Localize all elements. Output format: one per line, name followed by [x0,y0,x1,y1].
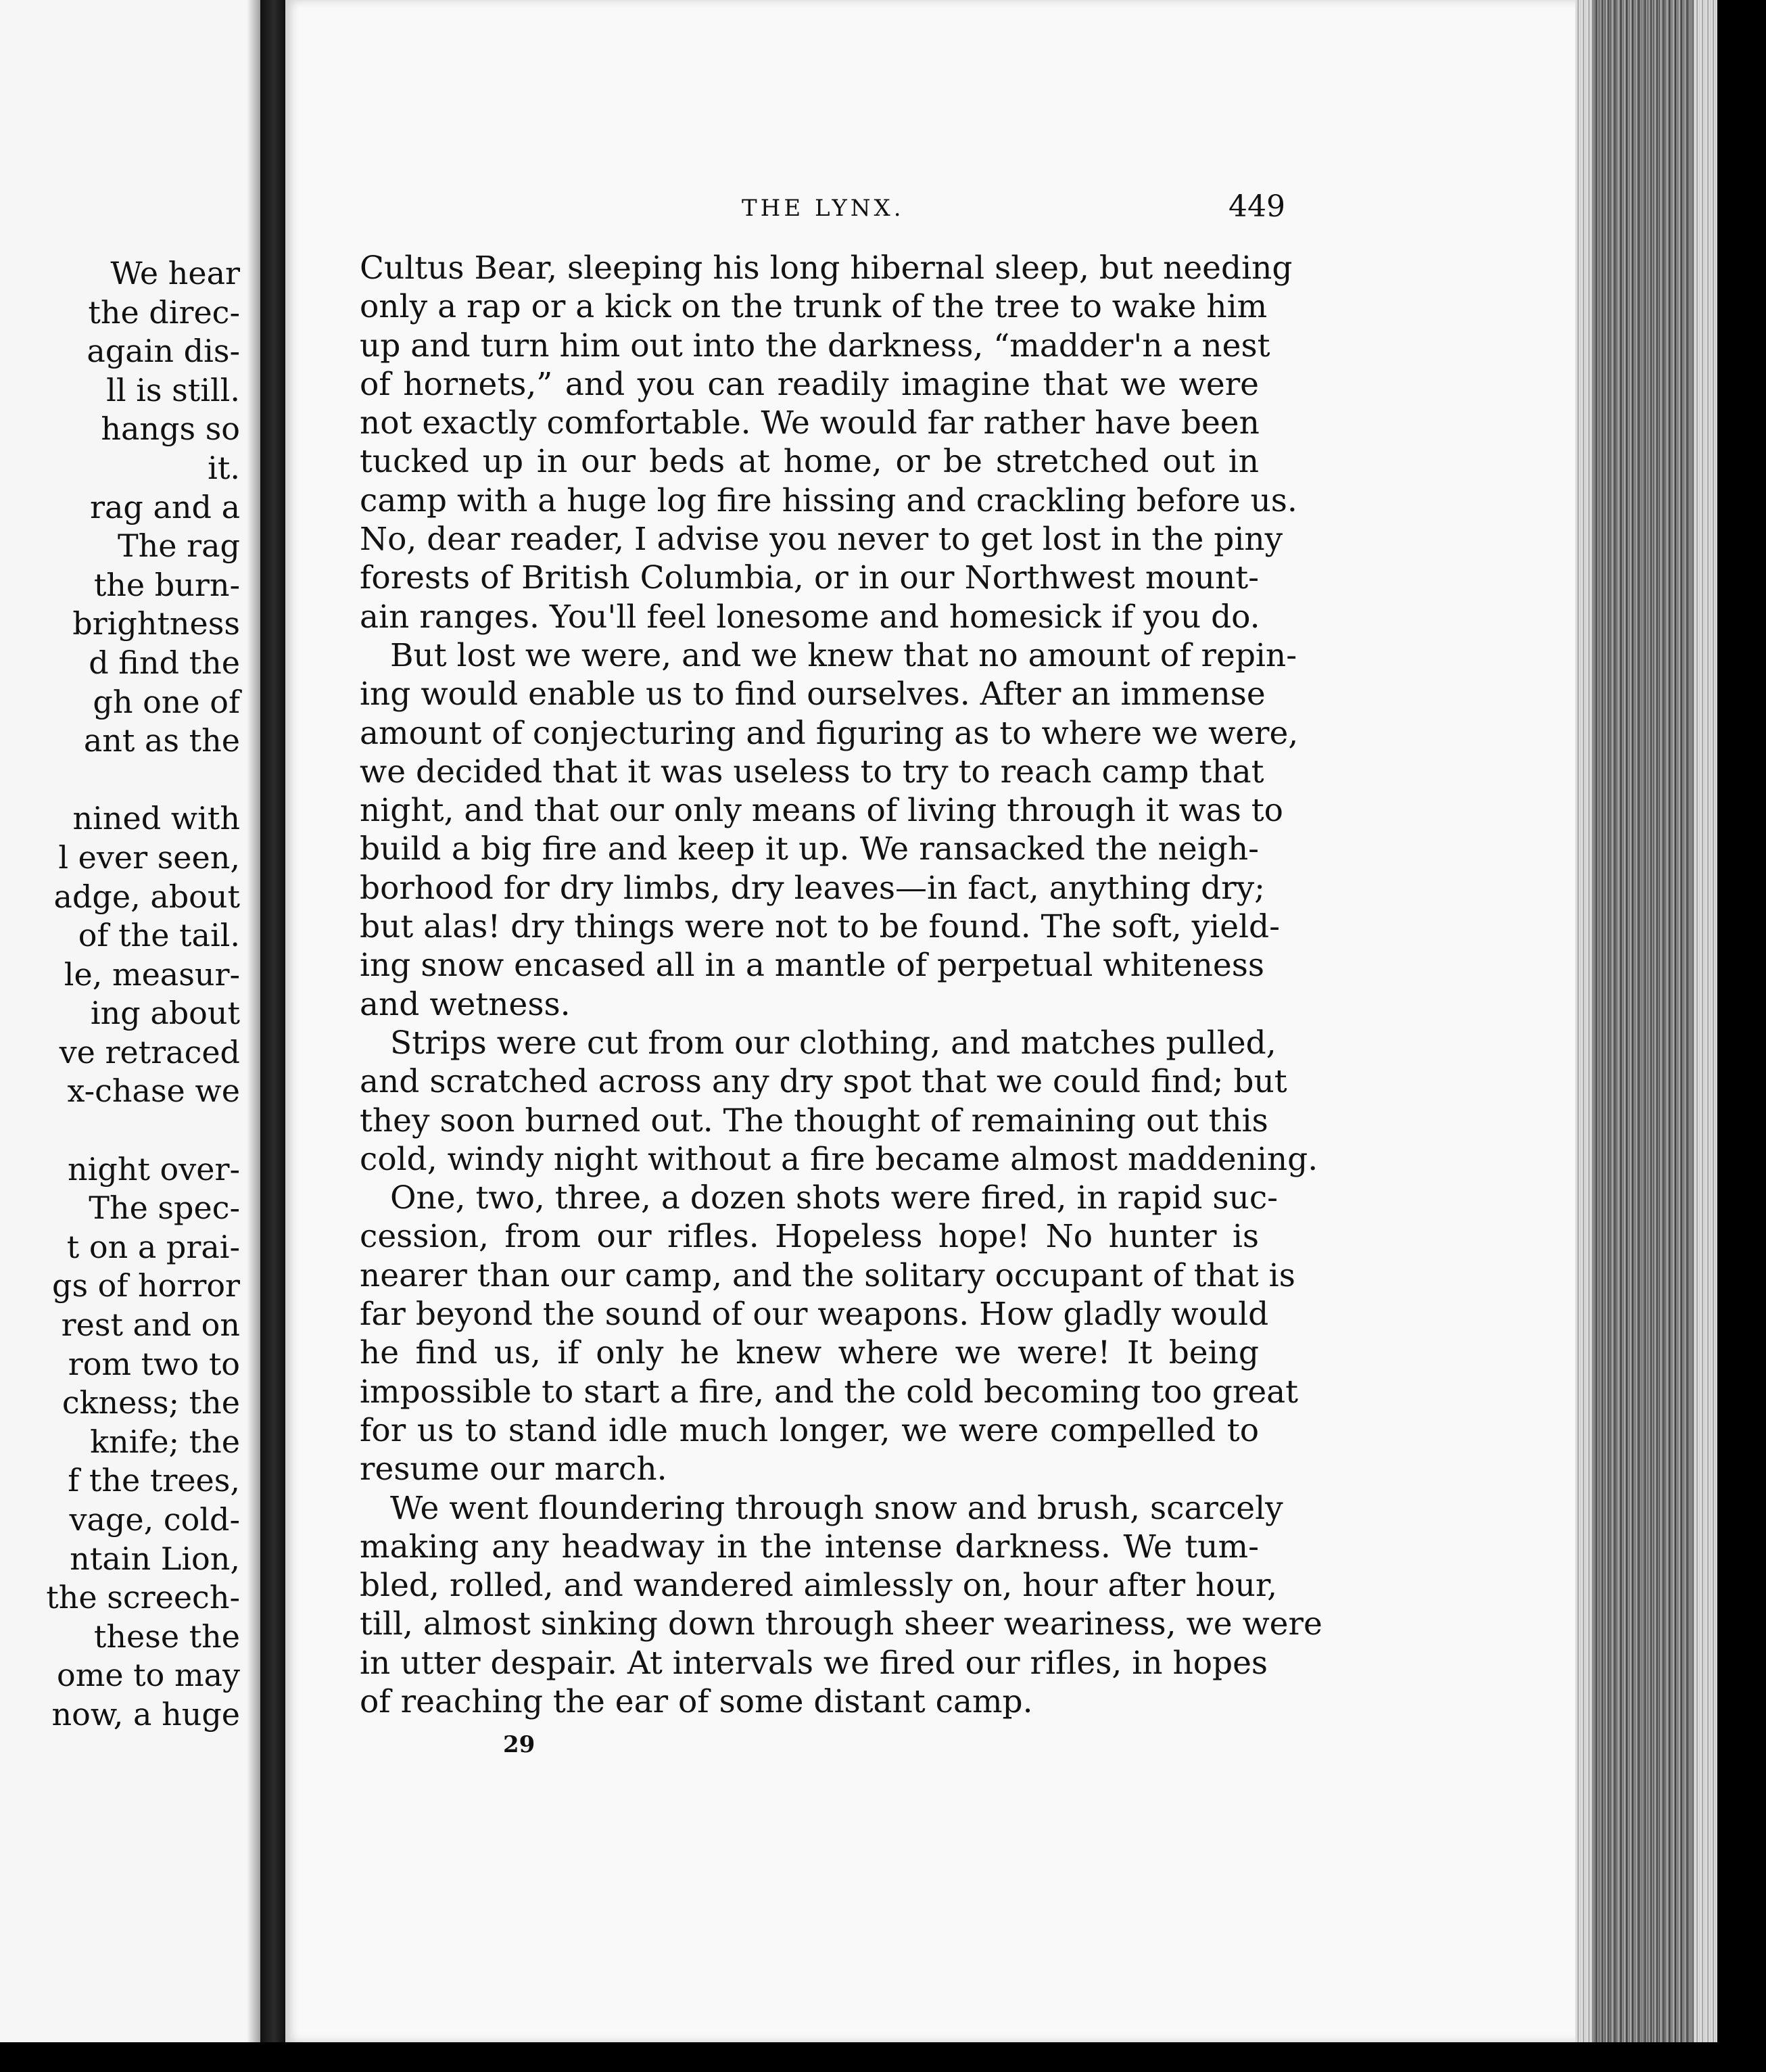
text-line: amount of conjecturing and figuring as to where we were, [360,714,1299,752]
left-line: f the trees, [68,1462,240,1499]
text-line: ing snow encased all in a mantle of perpetual whiteness [360,947,1264,985]
text-line: till, almost sinking down through sheer weariness, we were [360,1605,1322,1643]
text-line: up and turn him out into the darkness, “madder'n a nest [360,327,1270,364]
left-line: ntain Lion, [70,1540,240,1577]
text-line: borhood for dry limbs, dry leaves—in fact, anything dry; [360,869,1266,907]
left-line: the screech- [46,1579,240,1616]
left-line: night over- [68,1150,240,1187]
left-line: these the [93,1618,240,1655]
left-line: The spec- [89,1190,240,1227]
left-line: We hear [110,255,240,291]
text-line: far beyond the sound of our weapons. How gladly would [360,1296,1269,1334]
left-line: t on a prai- [66,1228,240,1265]
left-line [0,761,240,800]
text-line: for us to stand idle much longer, we were compelled to [360,1411,1259,1449]
text-line: But lost we were, and we knew that no amount of repin- [390,636,1297,674]
left-line: le, measur- [64,956,240,993]
text-line: ing would enable us to find ourselves. After an immense [360,676,1266,713]
body-text [360,249,1556,1721]
page-header [285,189,1601,235]
text-line: of reaching the ear of some distant camp. [360,1682,1033,1720]
left-line: of the tail. [78,917,240,954]
text-line: bled, rolled, and wandered aimlessly on, hour after hour, [360,1567,1278,1605]
text-line: in utter despair. At intervals we fired our rifles, in hopes [360,1644,1268,1682]
left-line: again dis- [87,333,240,370]
left-line: nined with [72,800,240,837]
text-line: cold, windy night without a fire became almost maddening. [360,1140,1318,1178]
left-line: gs of horror [52,1267,240,1304]
book-gutter [260,0,287,2072]
left-line: adge, about [53,878,240,915]
left-line: x-chase we [67,1073,240,1110]
text-line: Cultus Bear, sleeping his long hibernal sleep, but needing [360,250,1293,287]
text-line: night, and that our only means of living through it was to [360,792,1283,830]
left-line: knife; the [90,1423,240,1460]
text-line: resume our march. [360,1451,667,1488]
left-line: it. [208,449,240,486]
text-line: but alas! dry things were not to be found. The soft, yield- [360,908,1281,946]
left-page [0,0,260,2072]
text-line: build a big fire and keep it up. We ransacked the neigh- [360,830,1259,868]
left-page-shadow [247,0,260,2072]
left-line: hangs so [101,410,240,448]
text-line: he find us, if only he knew where we were! It being [360,1334,1259,1372]
text-line: camp with a huge log fire hissing and crackling before us. [360,481,1297,519]
left-line: The rag [117,527,240,565]
left-line: the direc- [88,293,240,331]
text-line: and scratched across any dry spot that we could find; but [360,1063,1287,1101]
right-page [285,0,1601,2042]
signature-mark: 29 [503,1731,535,1758]
left-line [0,1111,240,1150]
left-line: ckness; the [62,1384,240,1421]
text-line: tucked up in our beds at home, or be stretched out in [360,443,1259,481]
left-line: ome to may [57,1657,240,1694]
text-line: We went floundering through snow and brush, scarcely [390,1489,1283,1527]
text-line: and wetness. [360,985,571,1023]
left-line: rest and on [61,1306,240,1344]
left-line: ant as the [83,722,240,759]
page-number: 449 [1228,189,1285,224]
text-line: One, two, three, a dozen shots were fired, in rapid suc- [390,1179,1279,1217]
left-line: vage, cold- [69,1501,240,1538]
text-line: forests of British Columbia, or in our Northwest mount- [360,559,1259,597]
book-fore-edge-shading [1592,0,1694,2046]
left-line: ing about [90,995,240,1032]
text-line: we decided that it was useless to try to reach camp that [360,753,1264,791]
running-title: THE LYNX. [742,195,905,222]
left-line: rom two to [68,1345,240,1382]
text-line: only a rap or a kick on the trunk of the tree to wake him [360,288,1268,326]
left-line: gh one of [93,683,240,720]
left-line: d find the [89,644,240,681]
text-line: Strips were cut from our clothing, and matches pulled, [390,1024,1276,1062]
text-line: nearer than our camp, and the solitary occupant of that is [360,1256,1295,1294]
text-line: of hornets,” and you can readily imagine that we were [360,365,1259,403]
text-line: cession, from our rifles. Hopeless hope! No hunter is [360,1218,1259,1256]
left-line: brightness [72,605,240,642]
bottom-background [0,2042,1766,2072]
text-line: ain ranges. You'll feel lonesome and homesick if you do. [360,598,1260,636]
left-line: ll is still. [106,371,240,408]
text-line: making any headway in the intense darkness. We tum- [360,1528,1259,1565]
left-line: ve retraced [59,1033,240,1070]
text-line: they soon burned out. The thought of remaining out this [360,1102,1268,1139]
text-line: not exactly comfortable. We would far rather have been [360,404,1260,442]
text-line: No, dear reader, I advise you never to get lost in the piny [360,521,1283,559]
left-line: l ever seen, [58,839,240,876]
left-line: now, a huge [51,1695,240,1733]
left-page-text [0,254,240,1735]
left-line: rag and a [89,488,240,525]
left-line: the burn- [93,566,240,603]
text-line: impossible to start a fire, and the cold becoming too great [360,1373,1299,1411]
